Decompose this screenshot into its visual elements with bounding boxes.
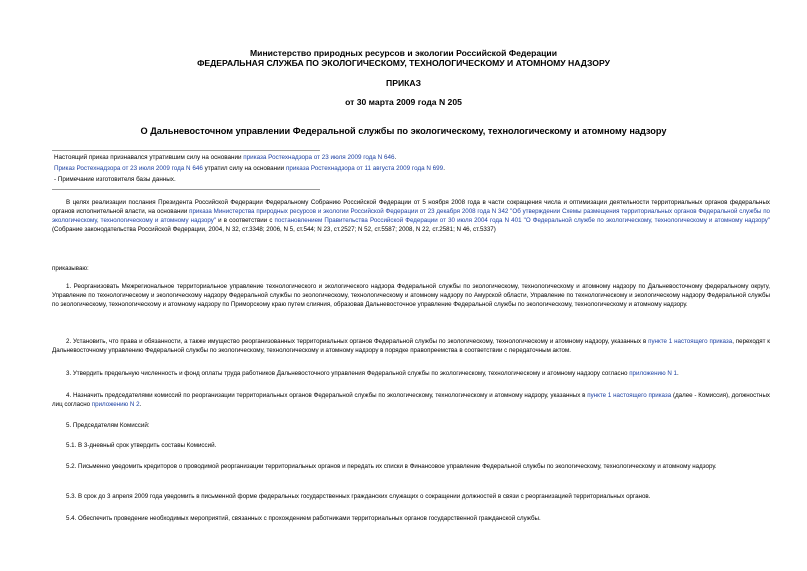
paragraph-5-4: 5.4. Обеспечить проведение необходимых мероприятий, связанных с прохождением работниками территориальных органов государственной гражданской службы. [66,515,541,522]
order-word: приказываю: [52,265,89,272]
paragraph-1: 1. Реорганизовать Межрегиональное территориальное управление технологического и экологического надзора Федеральной службы по экологическому, технологическому и атомному надзору по Дальневосточному федеральному округу, Управление по технологическому и экологическому надзору Федеральной службы по экологическому, технологическому и атомному надзору по Амурской области, Управление по технологическому и экологическому надзору Федеральной службы по экологическому, технологическому и атомному надзору по Приморскому краю путем слияния, образовав Дальневосточное управление Федеральной службы по экологическому, технологическому и атомному надзору. [52,283,770,308]
note-link-order-646[interactable]: приказа Ростехнадзора от 23 июля 2009 года N 646 [243,154,395,161]
link-appendix-1[interactable]: приложению N 1 [629,370,677,377]
preamble-text-1: В целях реализации послания Президента Российской Федерации Федеральному Собранию Российской Федерации от 5 ноября 2008 года в части сокращения числа и оптимизации деятельности территориальных органов федеральных органов исполнительной власти, на основании [52,199,770,215]
note-line-1 [54,153,396,163]
document-date-number: от 30 марта 2009 года N 205 [345,97,462,107]
service-name: ФЕДЕРАЛЬНАЯ СЛУЖБА ПО ЭКОЛОГИЧЕСКОМУ, ТЕХНОЛОГИЧЕСКОМУ И АТОМНОМУ НАДЗОРУ [197,58,610,68]
paragraph-2-text-2: , переходят к Дальневосточному управлению Федеральной службы по экологическому, технологическому и атомному надзору в порядке правопреемства в соответствии с передаточным актом. [52,338,770,354]
note-line-1-end: . [394,154,397,161]
document-type: ПРИКАЗ [386,78,421,88]
paragraph-5: 5. Председателям Комиссий: [66,422,150,429]
paragraph-5-3: 5.3. В срок до 3 апреля 2009 года уведомить в письменной форме федеральных государственных гражданских служащих о сокращении должностей в связи с реорганизацией территориальных органов. [66,493,651,500]
note-line-2-end: . [443,165,445,172]
ministry-name: Министерство природных ресурсов и экологии Российской Федерации [250,48,557,58]
preamble-text-2: и в соответствии с [216,217,275,224]
link-paragraph-1[interactable]: пункте 1 настоящего приказа [648,338,733,345]
link-appendix-2[interactable]: приложению N 2 [91,401,140,408]
note-line-1-text: Настоящий приказ признавался утратившим силу на основании [54,154,244,161]
paragraph-4-text-1: 4. Назначить председателями комиссий по реорганизации территориальных органов Федеральной службы по экологическому, технологическому и атомному надзору, указанных в [66,392,588,399]
note-divider-top [52,150,320,151]
paragraph-3 [52,369,770,378]
link-government-resolution-401[interactable]: постановлением Правительства Российской Федерации от 30 июля 2004 года N 401 "О Федеральной службе по экологическому, технологическому и атомному надзору" [274,217,770,224]
paragraph-3-text-1: 3. Утвердить предельную численность и фонд оплаты труда работников Дальневосточного управления Федеральной службы по экологическому, технологическому и атомному надзору согласно [66,370,630,377]
paragraph-2-text-1: 2. Установить, что права и обязанности, а также имущество реорганизованных территориальных органов Федеральной службы по экологическому, технологическому и атомному надзору, указанных в [66,338,649,345]
paragraph-3-text-2: . [676,370,679,377]
paragraph-5-2: 5.2. Письменно уведомить кредиторов о проводимой реорганизации территориальных органов и передать их списки в Финансовое управление Федеральной службы по экологическому, технологическому и атомному надзору. [66,463,717,470]
note-line-3: - Примечание изготовителя базы данных. [54,176,176,183]
link-ministry-order-342[interactable]: приказа Министерства природных ресурсов и экологии Российской Федерации от 23 декабря 2008 года N 342 "Об утверждении Схемы размещения территориальных органов Федеральной службы по экологическому, технологическому и атомному надзору" [52,208,770,224]
paragraph-2 [52,337,770,355]
note-link-order-699[interactable]: приказа Ростехнадзора от 11 августа 2009 года N 699 [285,165,444,172]
note-line-2 [54,164,445,174]
paragraph-4-text-3: . [139,401,142,408]
paragraph-4 [52,391,770,409]
note-link-order-646-self[interactable]: Приказ Ростехнадзора от 23 июля 2009 года N 646 [54,165,203,172]
paragraph-5-1: 5.1. В 3-дневный срок утвердить составы Комиссий. [66,442,217,449]
paragraph-4-text-2: (далее - Комиссия), должностных лиц согласно [52,392,771,408]
link-paragraph-1-second[interactable]: пункте 1 настоящего приказа [587,392,672,399]
note-line-2-text: утратил силу на основании [202,165,286,172]
preamble-text-3: (Собрание законодательства Российской Федерации, 2004, N 32, ст.3348; 2006, N 5, ст.544; N 23, ст.2527; N 52, ст.5587; 2008, N 22, ст.2581; N 46, ст.5337) [52,226,496,233]
note-divider-bottom [52,189,320,190]
preamble-paragraph [52,198,770,234]
document-title: О Дальневосточном управлении Федеральной службы по экологическому, технологическому и атомному надзору [140,126,667,136]
